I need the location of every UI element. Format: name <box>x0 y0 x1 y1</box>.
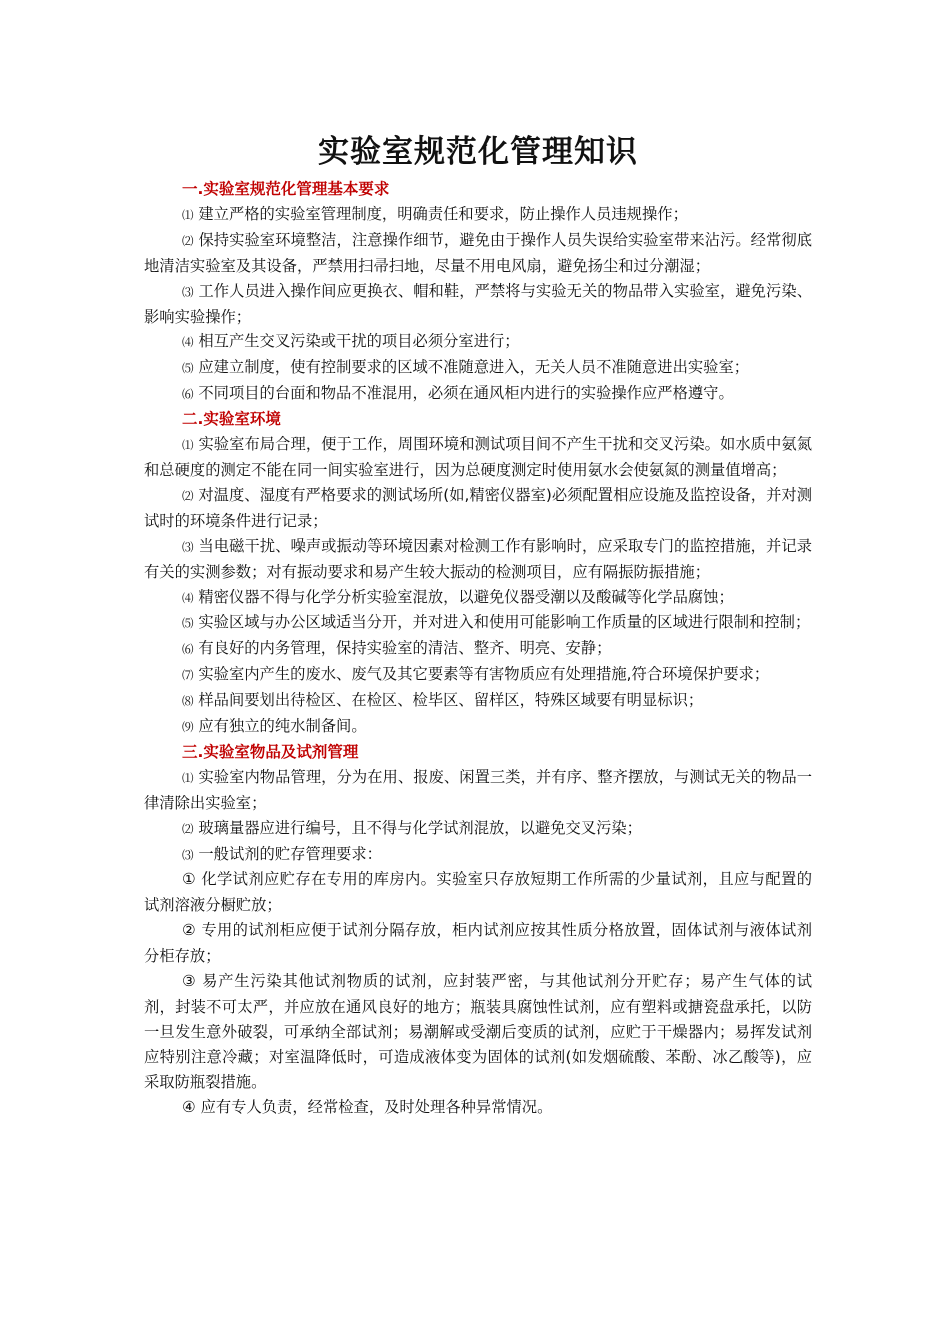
item-number: ⑵ <box>182 821 194 836</box>
item-number: ⑺ <box>182 668 194 683</box>
item-number: ⑹ <box>182 642 194 657</box>
item-number: ⑹ <box>182 387 194 402</box>
item-text: 相互产生交叉污染或干扰的项目必须分室进行； <box>193 332 520 351</box>
item-number: ⑶ <box>182 847 194 862</box>
item-text: 实验区域与办公区域适当分开，并对进入和使用可能影响工作质量的区域进行限制和控制； <box>193 613 811 632</box>
item-number: ⑷ <box>182 335 194 350</box>
item-number: ⑼ <box>182 720 194 735</box>
item-text: 实验室内物品管理，分为在用、报废、闲置三类，并有序、整齐摆放，与测试无关的物品一律清除出实验室； <box>144 767 812 812</box>
list-item <box>144 228 812 279</box>
list-item <box>144 662 812 688</box>
list-item <box>144 969 812 1095</box>
item-text: 工作人员进入操作间应更换衣、帽和鞋，严禁将与实验无关的物品带入实验室，避免污染、影响实验操作； <box>144 281 812 326</box>
item-text: ② 专用的试剂柜应便于试剂分隔存放，柜内试剂应按其性质分格放置，固体试剂与液体试剂分柜存放； <box>144 921 812 966</box>
item-text: 应建立制度，使有控制要求的区域不准随意进入，无关人员不准随意进出实验室； <box>193 358 750 377</box>
list-item <box>144 432 812 483</box>
item-text: 样品间要划出待检区、在检区、检毕区、留样区，特殊区域要有明显标识； <box>193 691 704 710</box>
item-text: ④ 应有专人负责，经常检查，及时处理各种异常情况。 <box>182 1097 553 1116</box>
item-number: ⑸ <box>182 616 194 631</box>
item-text: 一般试剂的贮存管理要求： <box>193 844 382 863</box>
item-text: ③ 易产生污染其他试剂物质的试剂，应封装严密，与其他试剂分开贮存；易产生气体的试剂，封装不可太严，并应放在通风良好的地方；瓶装具腐蚀性试剂，应有塑料或搪瓷盘承托，以防一旦发生意外破裂，可承纳全部试剂；易潮解或受潮后变质的试剂，应贮于干燥器内；易挥发试剂应特别注意冷藏；对室温降低时，可造成液体变为固体的试剂(如发烟硫酸、苯酚、冰乙酸等)，应采取防瓶裂措施。 <box>144 972 812 1091</box>
item-text: 玻璃量器应进行编号，且不得与化学试剂混放，以避免交叉污染； <box>193 818 642 837</box>
list-item <box>144 202 812 228</box>
list-item <box>144 534 812 585</box>
item-number: ⑶ <box>182 539 194 554</box>
item-text: 对温度、湿度有严格要求的测试场所(如,精密仪器室)必须配置相应设施及监控设备，并对测试时的环境条件进行记录； <box>144 485 813 530</box>
document-title: 实验室规范化管理知识 <box>318 134 638 170</box>
item-number: ⑷ <box>182 590 194 605</box>
item-number: ⑻ <box>182 694 194 709</box>
item-text: 建立严格的实验室管理制度，明确责任和要求，防止操作人员违规操作； <box>193 204 688 223</box>
list-item <box>144 918 812 969</box>
list-item <box>144 688 812 714</box>
item-text: 实验室布局合理，便于工作，周围环境和测试项目间不产生干扰和交叉污染。如水质中氨氮和总硬度的测定不能在同一间实验室进行，因为总硬度测定时使用氨水会使氨氮的测量值增高； <box>144 435 812 479</box>
list-item <box>144 381 812 407</box>
document-body <box>144 177 812 1121</box>
list-item <box>144 714 812 740</box>
item-text: 应有独立的纯水制备间。 <box>193 717 367 736</box>
item-text: ① 化学试剂应贮存在专用的库房内。实验室只存放短期工作所需的少量试剂，且应与配置的试剂溶液分橱贮放； <box>144 870 812 915</box>
list-item <box>144 765 812 816</box>
item-text: 保持实验室环境整洁，注意操作细节，避免由于操作人员失误给实验室带来沾污。经常彻底地清洁实验室及其设备，严禁用扫帚扫地，尽量不用电风扇，避免扬尘和过分潮湿； <box>144 230 812 275</box>
item-number: ⑶ <box>182 284 194 299</box>
section-heading: 三.实验室物品及试剂管理 <box>182 742 359 761</box>
item-text: 实验室内产生的废水、废气及其它要素等有害物质应有处理措施,符合环境保护要求； <box>193 665 770 684</box>
section-heading: 一.实验室规范化管理基本要求 <box>182 180 390 198</box>
list-item <box>144 355 812 381</box>
item-number: ⑴ <box>182 438 194 453</box>
list-item <box>144 842 812 868</box>
list-item <box>144 867 812 918</box>
list-item <box>144 636 812 662</box>
item-text: 有良好的内务管理，保持实验室的清洁、整齐、明亮、安静； <box>193 639 612 658</box>
list-item <box>144 585 812 611</box>
item-number: ⑴ <box>182 207 194 222</box>
item-number: ⑸ <box>182 361 194 376</box>
item-text: 精密仪器不得与化学分析实验室混放，以避免仪器受潮以及酸碱等化学品腐蚀； <box>193 587 734 606</box>
list-item <box>144 816 812 842</box>
list-item <box>144 483 812 534</box>
list-item <box>144 279 812 330</box>
item-text: 不同项目的台面和物品不准混用，必须在通风柜内进行的实验操作应严格遵守。 <box>193 384 734 403</box>
item-text: 当电磁干扰、噪声或振动等环境因素对检测工作有影响时，应采取专门的监控措施，并记录有关的实测参数；对有振动要求和易产生较大振动的检测项目，应有隔振防振措施； <box>144 536 812 581</box>
list-item <box>144 610 812 636</box>
list-item <box>144 1095 812 1121</box>
list-item <box>144 329 812 355</box>
section-heading: 二.实验室环境 <box>182 410 281 429</box>
item-number: ⑴ <box>182 770 194 785</box>
item-number: ⑵ <box>182 233 194 248</box>
item-number: ⑵ <box>182 488 194 503</box>
